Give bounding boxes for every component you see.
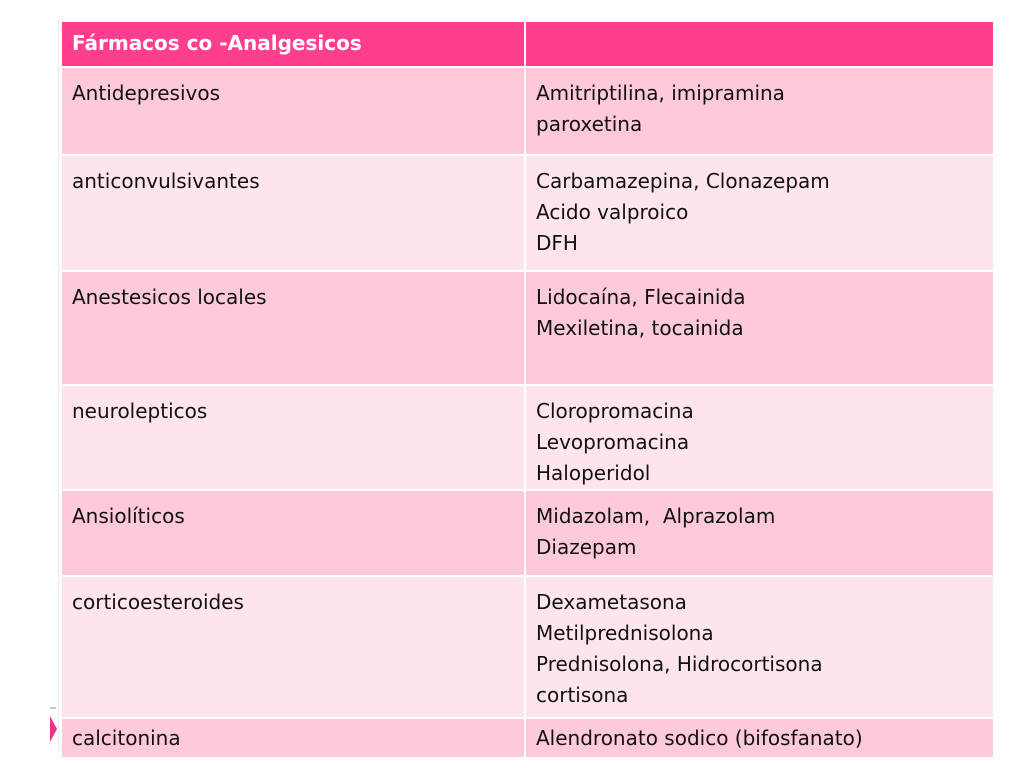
drug-line: Amitriptilina, imipramina [536,81,785,105]
drugs-cell [525,576,994,718]
drug-line: Prednisolona, Hidrocortisona [536,652,823,676]
drug-line: Acido valproico [536,200,689,224]
drug-line: Dexametasona [536,590,687,614]
drug-line: Alendronato sodico (bifosfanato) [536,726,863,750]
drug-line: Carbamazepina, Clonazepam [536,169,830,193]
header-title: Fármacos co -Analgesicos [61,21,525,67]
drug-line: paroxetina [536,112,643,136]
table-row [61,385,994,490]
category-cell: neurolepticos [61,385,525,490]
drugs-cell [525,385,994,490]
drug-line: Diazepam [536,535,637,559]
drugs-cell [525,271,994,385]
drug-line: DFH [536,231,578,255]
category-cell: Ansiolíticos [61,490,525,576]
slide-margin-rule [58,20,59,750]
drug-line: Cloropromacina [536,399,694,423]
drug-line: Haloperidol [536,461,651,485]
table-row [61,67,994,155]
table-row [61,718,994,758]
category-cell: corticoesteroides [61,576,525,718]
drug-line: Metilprednisolona [536,621,714,645]
table-row [61,490,994,576]
drugs-cell [525,718,994,758]
category-cell: calcitonina [61,718,525,758]
category-cell: Anestesicos locales [61,271,525,385]
drugs-cell [525,155,994,271]
category-cell: Antidepresivos [61,67,525,155]
accent-arrow-icon [50,716,57,742]
table-header-row [61,21,994,67]
drug-line: Lidocaína, Flecainida [536,285,746,309]
drug-line: Mexiletina, tocainida [536,316,744,340]
table-row [61,576,994,718]
category-cell: anticonvulsivantes [61,155,525,271]
coanalgesic-drugs-table [60,20,995,759]
accent-mark [50,707,56,709]
drugs-cell [525,67,994,155]
drugs-cell [525,490,994,576]
header-empty [525,21,994,67]
table-row [61,155,994,271]
drug-line: cortisona [536,683,629,707]
drug-line: Levopromacina [536,430,690,454]
drug-line: Midazolam, Alprazolam [536,504,776,528]
table-row [61,271,994,385]
